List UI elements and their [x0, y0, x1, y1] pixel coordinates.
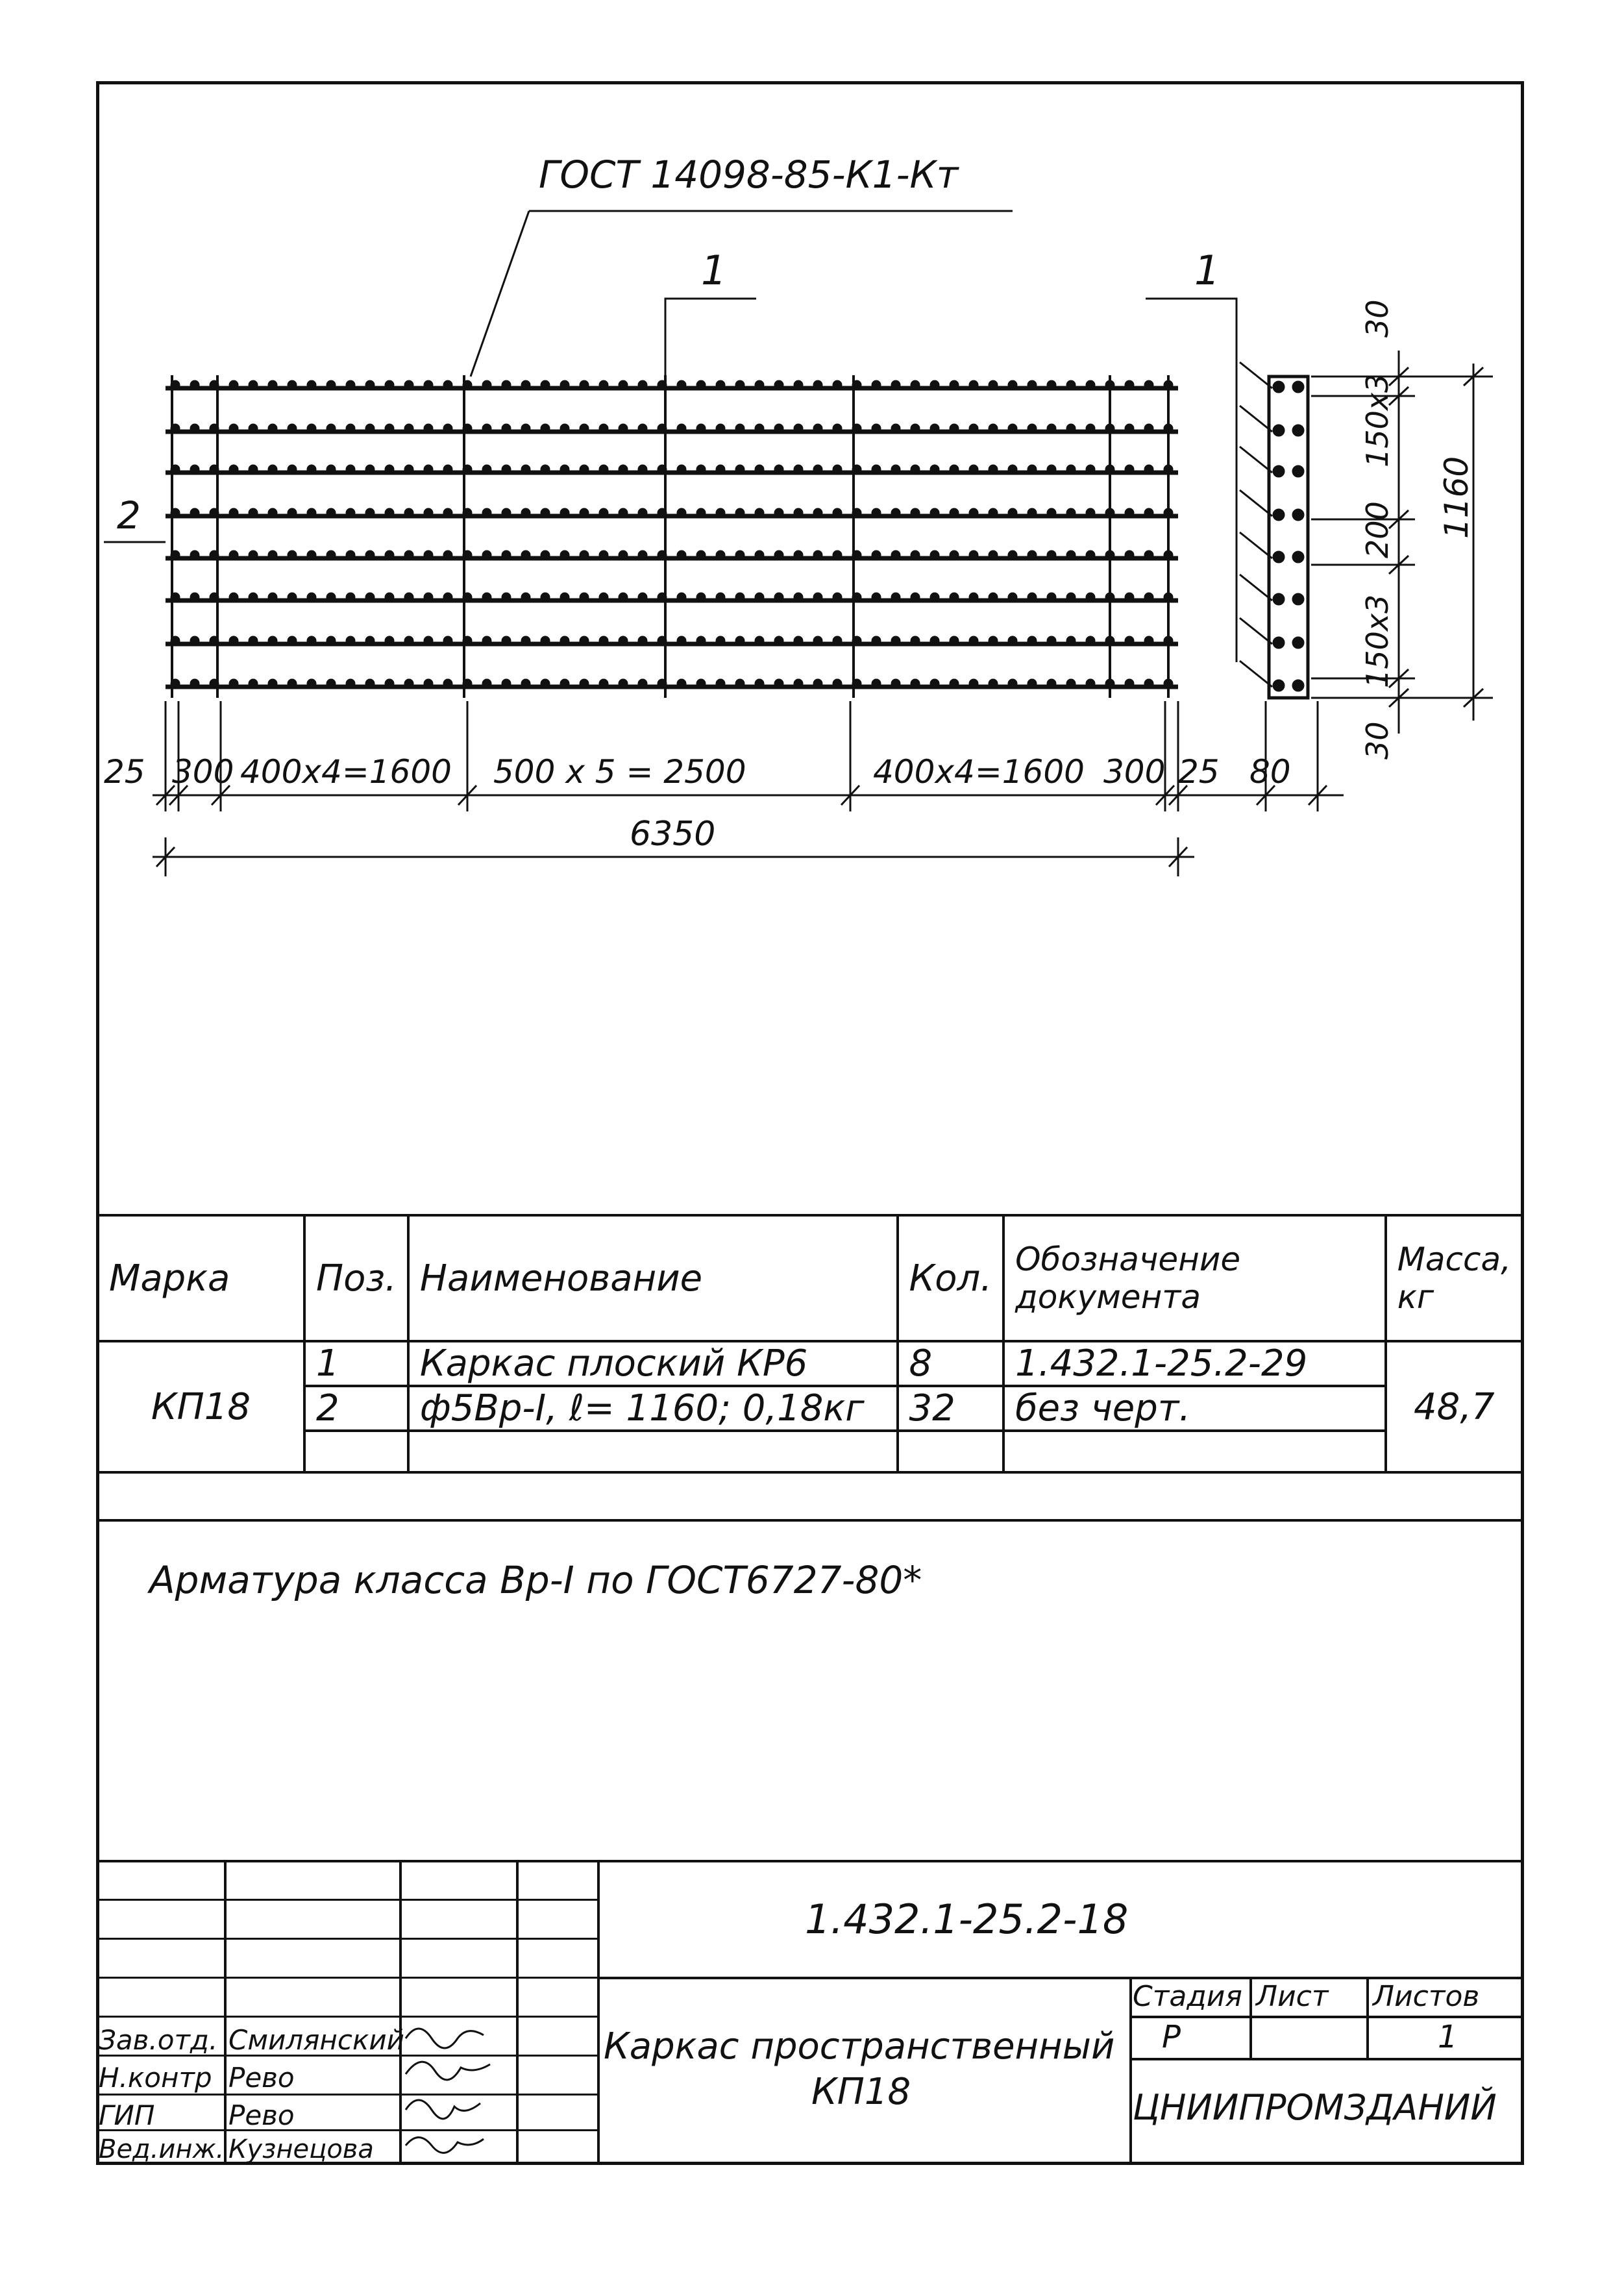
row-name: ф5Вр-I, ℓ= 1160; 0,18кг	[408, 1386, 898, 1431]
section-mark-left: 1	[701, 247, 727, 294]
signature-role: Зав.отд.	[99, 2024, 218, 2056]
row-doc: без черт.	[1003, 1386, 1386, 1431]
dim-side-200: 200	[1360, 501, 1395, 558]
row-qty: 8	[898, 1341, 1004, 1386]
signature-name: Рево	[228, 2062, 295, 2094]
position-mark: 2	[117, 493, 141, 538]
signature-role: ГИП	[99, 2099, 155, 2131]
dim-side-150x3-top: 150x3	[1360, 373, 1395, 467]
title-line-1: Каркас пространственный	[604, 2025, 1115, 2068]
header-doc: Обозначение документа	[1003, 1215, 1386, 1341]
header-qty: Кол.	[898, 1215, 1004, 1341]
dim-80: 80	[1249, 753, 1291, 791]
header-pos: Поз.	[304, 1215, 408, 1341]
dim-400x4-right: 400x4=1600	[873, 753, 1085, 791]
row-doc: 1.432.1-25.2-29	[1003, 1341, 1386, 1386]
dim-300-left: 300	[172, 753, 234, 791]
dim-side-30-top: 30	[1360, 299, 1395, 338]
dim-25-right: 25	[1178, 753, 1220, 791]
header-mass: Масса, кг	[1386, 1215, 1523, 1341]
dim-300-right: 300	[1103, 753, 1166, 791]
mass-value: 48,7	[1386, 1341, 1523, 1472]
signature-name: Кузнецова	[228, 2134, 374, 2164]
row-pos: 1	[304, 1341, 408, 1386]
header-mark: Марка	[97, 1215, 304, 1341]
signature-name: Смилянский	[228, 2024, 404, 2056]
sheets-value: 1	[1438, 2019, 1458, 2055]
row-pos: 2	[304, 1386, 408, 1431]
dim-25-left: 25	[104, 753, 145, 791]
document-number: 1.432.1-25.2-18	[805, 1896, 1129, 1943]
reinforcement-note: Арматура класса Вр-I по ГОСТ6727-80*	[149, 1558, 922, 1602]
stage-value: Р	[1162, 2019, 1181, 2055]
dim-overall-length: 6350	[630, 815, 716, 854]
mark-value: КП18	[97, 1341, 304, 1472]
row-qty: 32	[898, 1386, 1004, 1431]
stage-label: Стадия	[1133, 1980, 1242, 2013]
dim-side-30-bottom: 30	[1360, 721, 1395, 760]
signature-role: Н.контр	[99, 2062, 212, 2094]
dim-500x5: 500 x 5 = 2500	[493, 753, 746, 791]
gost-label: ГОСТ 14098-85-К1-Кт	[539, 153, 959, 197]
title-line-2: КП18	[811, 2071, 911, 2113]
organization: ЦНИИПРОМЗДАНИЙ	[1133, 2087, 1497, 2128]
header-name: Наименование	[408, 1215, 898, 1341]
dim-overall-height: 1160	[1438, 456, 1475, 539]
row-name: Каркас плоский КР6	[408, 1341, 898, 1386]
signature-name: Рево	[228, 2099, 295, 2131]
sheets-label: Листов	[1373, 1980, 1480, 2013]
signature-role: Вед.инж.	[99, 2134, 225, 2164]
dim-side-150x3-bottom: 150x3	[1360, 594, 1395, 688]
section-mark-right: 1	[1194, 247, 1220, 294]
dim-400x4-left: 400x4=1600	[240, 753, 452, 791]
sheet-label: Лист	[1256, 1980, 1329, 2013]
